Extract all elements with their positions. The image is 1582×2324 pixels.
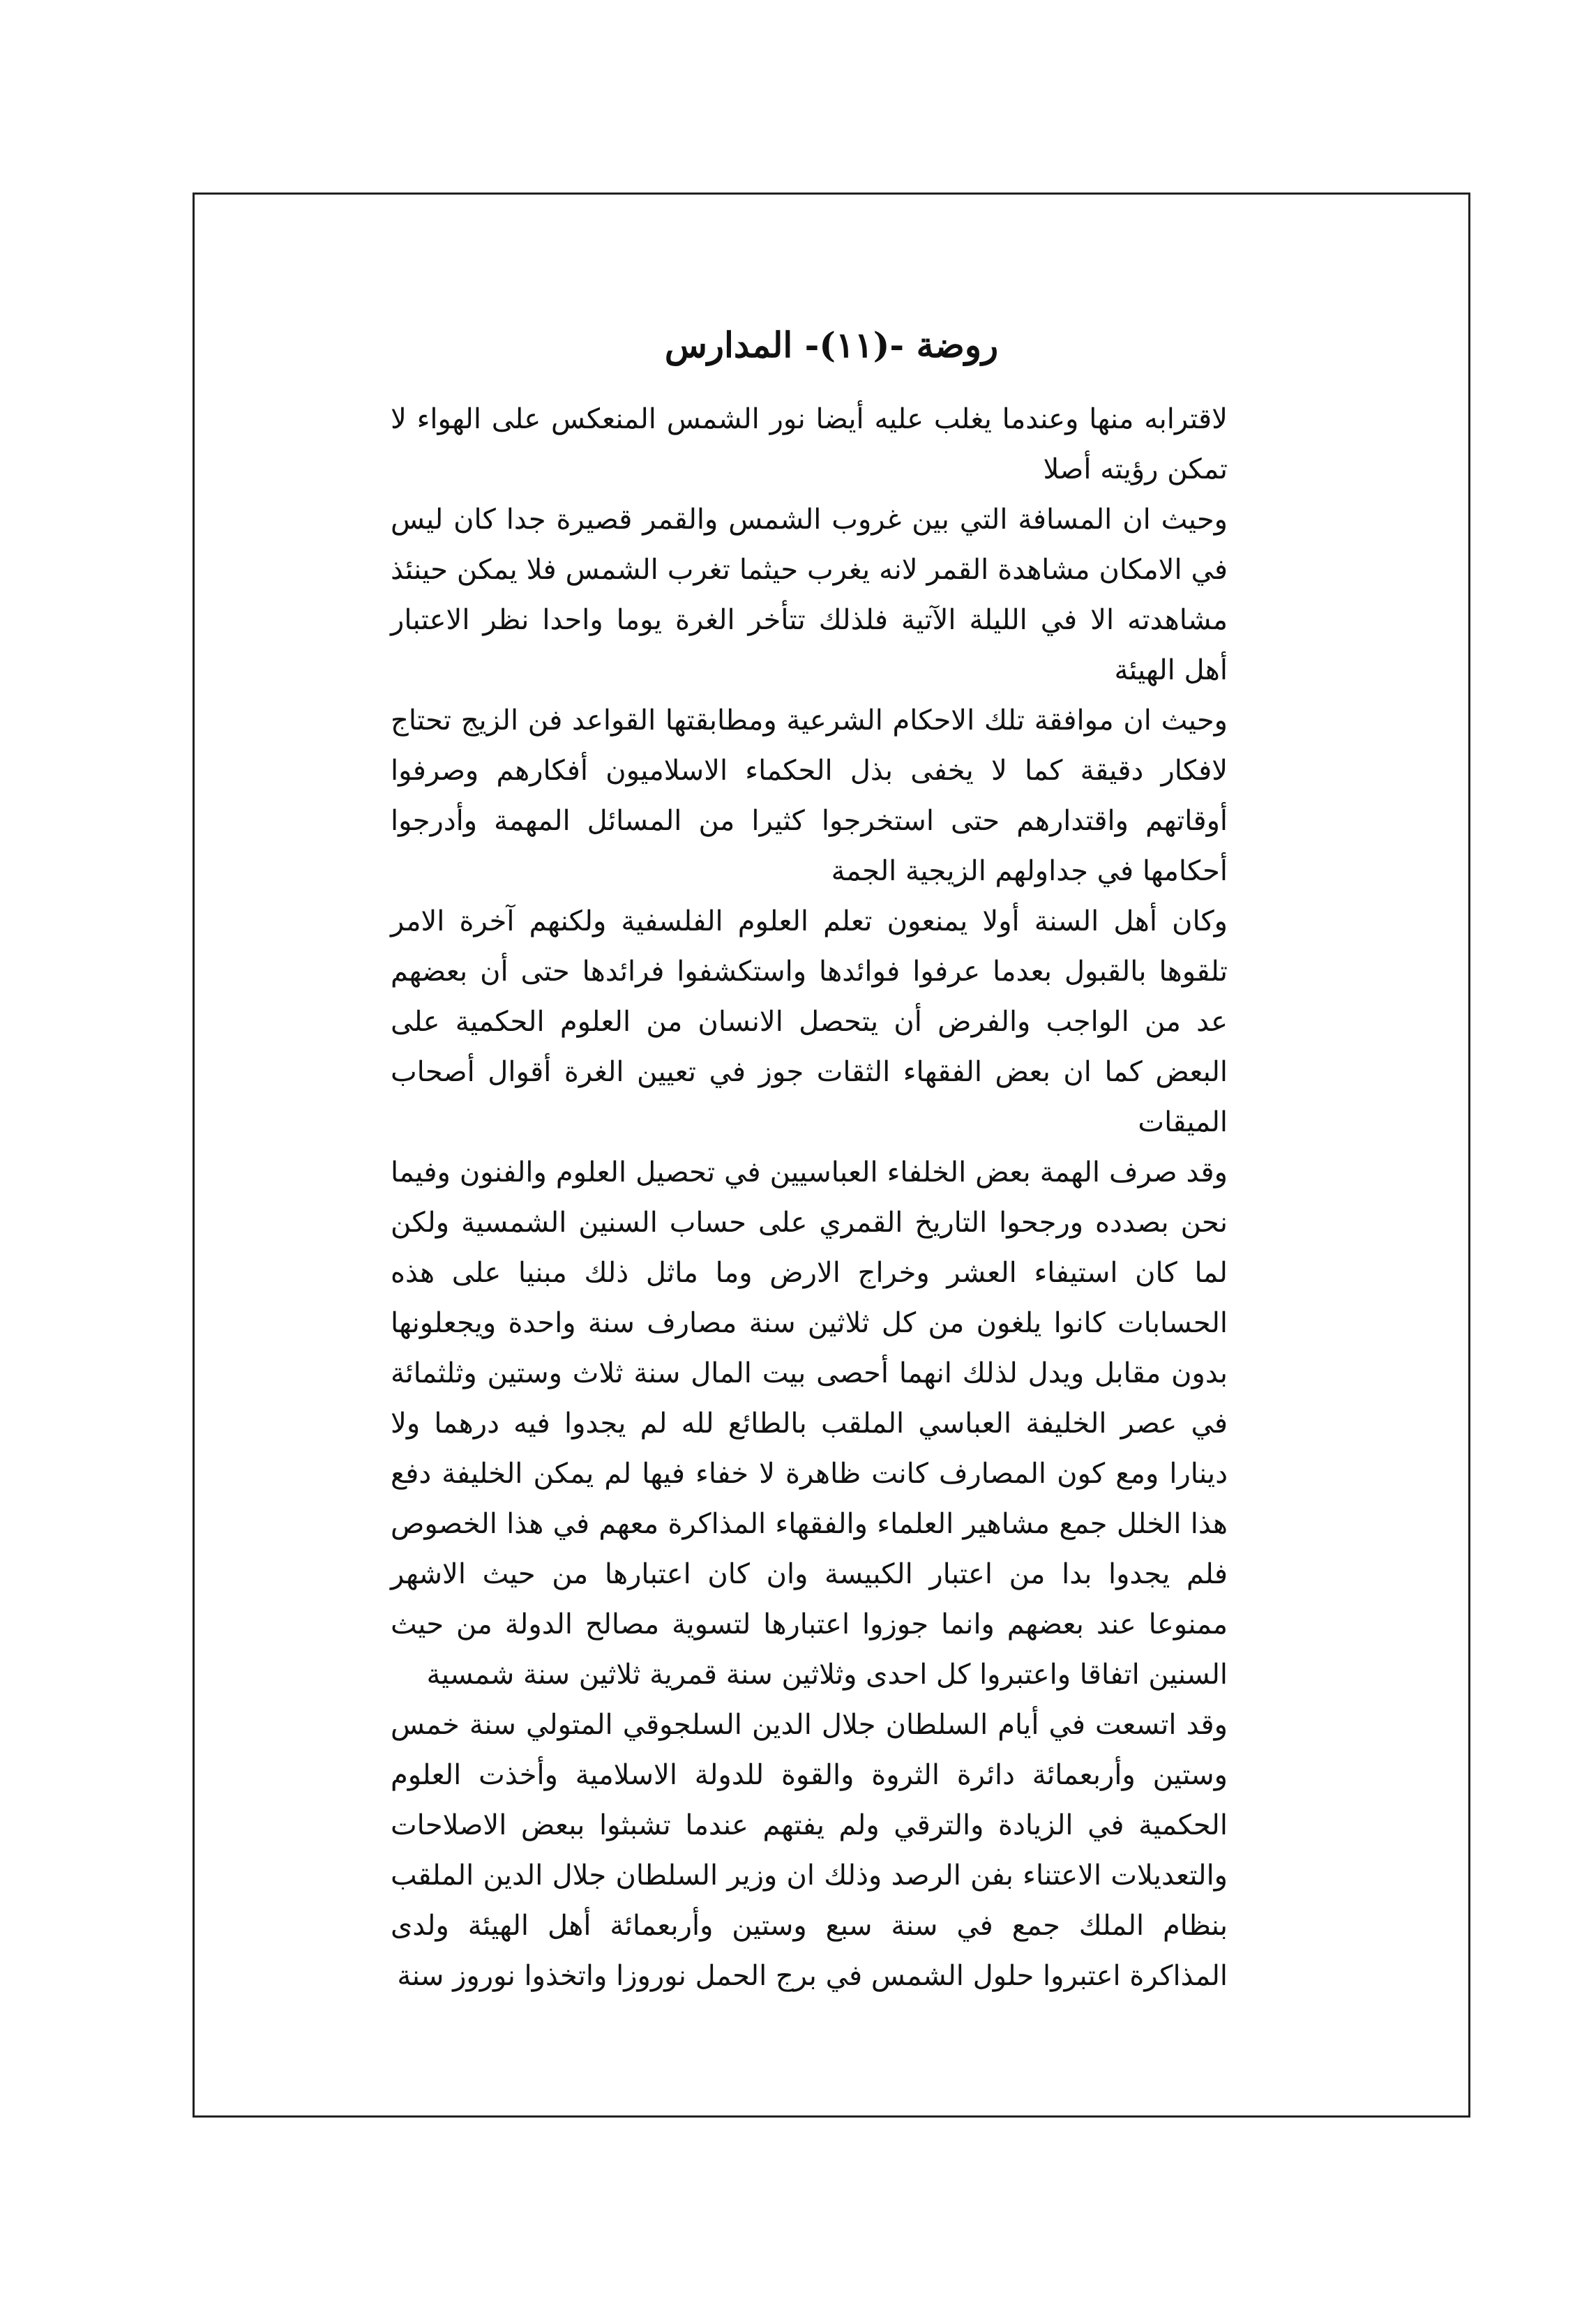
- paragraph-2: وحيث ان المسافة التي بين غروب الشمس والقمر قصيرة جدا كان ليس في الامكان مشاهدة القمر لانه يغرب حيثما تغرب الشمس فلا يمكن حينئذ مشاهدته الا في الليلة الآتية فلذلك تتأخر الغرة يوما واحدا نظر الاعتبار أهل الهيئة: [391, 504, 1228, 686]
- page-header: روضة -(١١)- المدارس: [664, 324, 999, 365]
- body-text: [391, 394, 1228, 2001]
- paragraph-6: وقد اتسعت في أيام السلطان جلال الدين السلجوقي المتولي سنة خمس وستين وأربعمائة دائرة الثروة والقوة للدولة الاسلامية وأخذت العلوم الحكمية في الزيادة والترقي ولم يفتهم عندما تشبثوا ببعض الاصلاحات والتعديلات الاعتناء بفن الرصد وذلك ان وزير السلطان جلال الدين الملقب بنظام الملك جمع في سنة سبع وستين وأربعمائة أهل الهيئة ولدى المذاكرة اعتبروا حلول الشمس في برج الحمل نوروزا واتخذوا نوروز سنة: [391, 1709, 1228, 1992]
- paragraph-4: وكان أهل السنة أولا يمنعون تعلم العلوم الفلسفية ولكنهم آخرة الامر تلقوها بالقبول بعدما عرفوا فوائدها واستكشفوا فرائدها حتى أن بعضهم عد من الواجب والفرض أن يتحصل الانسان من العلوم الحكمية على البعض كما ان بعض الفقهاء الثقات جوز في تعيين الغرة أقوال أصحاب الميقات: [391, 905, 1228, 1138]
- paragraph-1: لاقترابه منها وعندما يغلب عليه أيضا نور الشمس المنعكس على الهواء لا تمكن رؤيته أصلا: [391, 403, 1228, 485]
- paragraph-5: وقد صرف الهمة بعض الخلفاء العباسيين في تحصيل العلوم والفنون وفيما نحن بصدده ورجحوا التاريخ القمري على حساب السنين الشمسية ولكن لما كان استيفاء العشر وخراج الارض وما ماثل ذلك مبنيا على هذه الحسابات كانوا يلغون من كل ثلاثين سنة مصارف سنة واحدة ويجعلونها بدون مقابل ويدل لذلك انهما أحصى بيت المال سنة ثلاث وستين وثلثمائة في عصر الخليفة العباسي الملقب بالطائع لله لم يجدوا فيه درهما ولا دينارا ومع كون المصارف كانت ظاهرة لا خفاء فيها لم يمكن الخليفة دفع هذا الخلل جمع مشاهير العلماء والفقهاء المذاكرة معهم في هذا الخصوص فلم يجدوا بدا من اعتبار الكبيسة وان كان اعتبارها من حيث الاشهر ممنوعا عند بعضهم وانما جوزوا اعتبارها لتسوية مصالح الدولة من حيث السنين اتفاقا واعتبروا كل احدى وثلاثين سنة قمرية ثلاثين سنة شمسية: [391, 1156, 1228, 1691]
- paragraph-3: وحيث ان موافقة تلك الاحكام الشرعية ومطابقتها القواعد فن الزيج تحتاج لافكار دقيقة كما لا يخفى بذل الحكماء الاسلاميون أفكارهم وصرفوا أوقاتهم واقتدارهم حتى استخرجوا كثيرا من المسائل المهمة وأدرجوا أحكامها في جداولهم الزيجية الجمة: [391, 704, 1228, 887]
